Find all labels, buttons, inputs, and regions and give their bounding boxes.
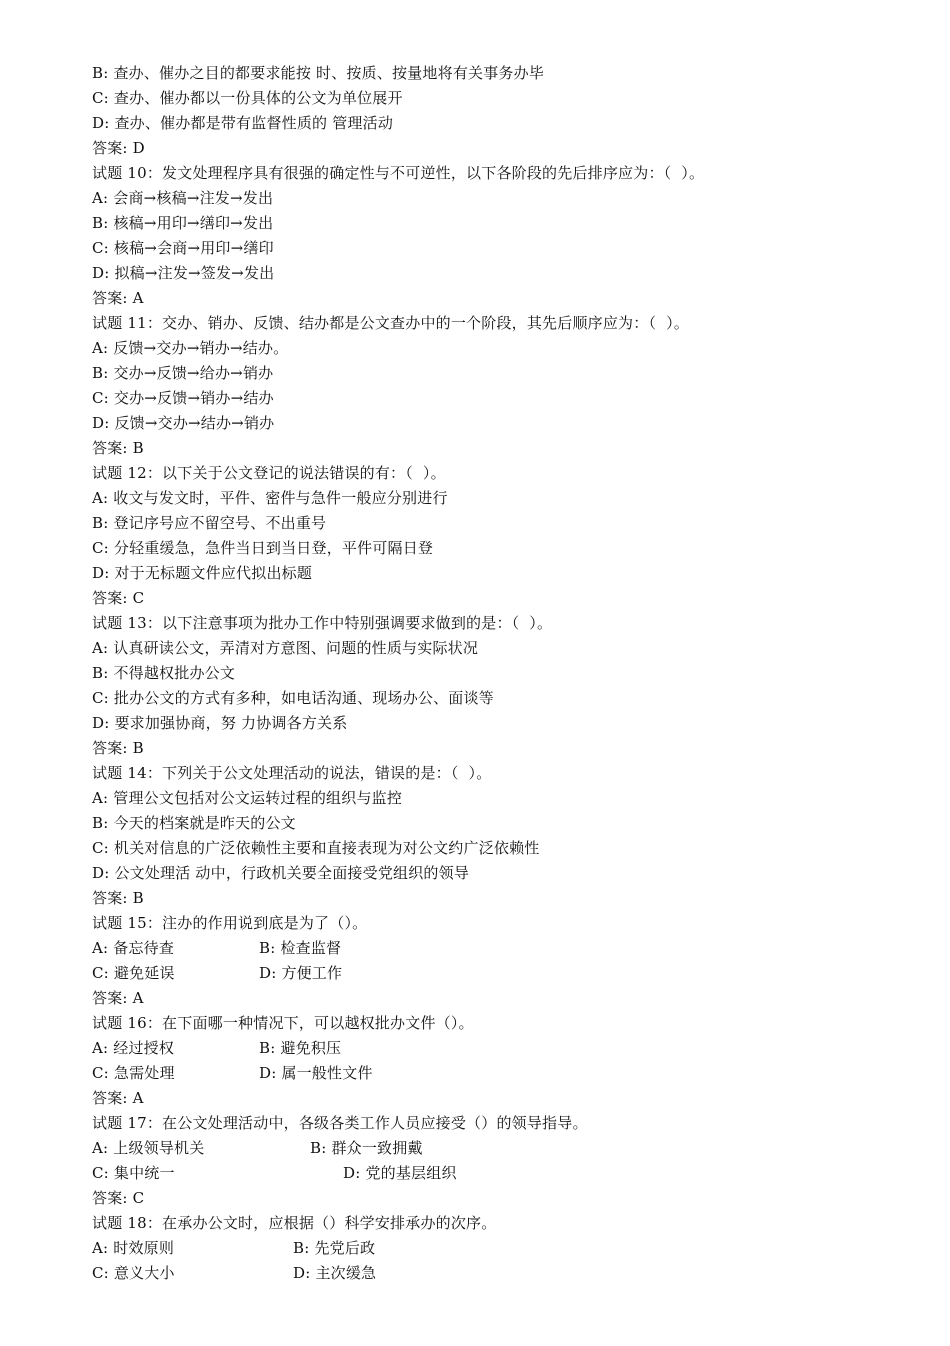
option-b: B: 检查监督 — [259, 939, 342, 957]
option-a: A: 上级领导机关 — [92, 1139, 205, 1157]
option-b: B: 群众一致拥戴 — [310, 1139, 423, 1157]
option-line: B: 交办→反馈→给办→销办 — [92, 364, 274, 382]
option-a: A: 经过授权 — [92, 1039, 175, 1057]
option-line: D: 反馈→交办→结办→销办 — [92, 414, 275, 432]
option-line: A: 收文与发文时，平件、密件与急件一般应分别进行 — [92, 489, 448, 507]
answer-line: 答案: A — [92, 289, 144, 307]
option-line: B: 不得越权批办公文 — [92, 664, 236, 682]
text-line: D: 查办、催办都是带有监督性质的 管理活动 — [92, 114, 394, 132]
answer-line: 答案: D — [92, 139, 145, 157]
option-line: A: 认真研读公文，弄清对方意图、问题的性质与实际状况 — [92, 639, 479, 657]
answer-line: 答案: C — [92, 1189, 145, 1207]
option-row — [92, 1061, 912, 1086]
option-row — [92, 936, 912, 961]
option-row — [92, 1161, 912, 1186]
question-title: 试题 15：注办的作用说到底是为了（）。 — [92, 914, 368, 932]
text-line: B: 查办、催办之目的都要求能按 时、按质、按量地将有关事务办毕 — [92, 64, 545, 82]
answer-line: 答案: B — [92, 439, 144, 457]
question-title: 试题 10：发文处理程序具有很强的确定性与不可逆性，以下各阶段的先后排序应为：（ ）。 — [92, 164, 705, 182]
option-b: D: 主次缓急 — [293, 1264, 377, 1282]
answer-line: 答案: B — [92, 739, 144, 757]
option-a: A: 备忘待查 — [92, 939, 175, 957]
option-b: D: 党的基层组织 — [343, 1164, 457, 1182]
option-row — [92, 961, 912, 986]
option-line: C: 分轻重缓急，急件当日到当日登，平件可隔日登 — [92, 539, 434, 557]
option-line: A: 管理公文包括对公文运转过程的组织与监控 — [92, 789, 403, 807]
answer-line: 答案: B — [92, 889, 144, 907]
answer-line: 答案: A — [92, 989, 144, 1007]
question-title: 试题 13：以下注意事项为批办工作中特别强调要求做到的是：（ ）。 — [92, 614, 553, 632]
option-a: C: 急需处理 — [92, 1064, 175, 1082]
option-a: A: 时效原则 — [92, 1239, 175, 1257]
option-line: A: 会商→核稿→注发→发出 — [92, 189, 274, 207]
option-line: C: 批办公文的方式有多种，如电话沟通、现场办公、面谈等 — [92, 689, 494, 707]
question-title: 试题 16：在下面哪一种情况下，可以越权批办文件（）。 — [92, 1014, 474, 1032]
option-line: B: 登记序号应不留空号、不出重号 — [92, 514, 327, 532]
question-title: 试题 17：在公文处理活动中，各级各类工作人员应接受（）的领导指导。 — [92, 1114, 588, 1132]
option-line: C: 核稿→会商→用印→缮印 — [92, 239, 274, 257]
document-page — [92, 61, 912, 1286]
question-title: 试题 18：在承办公文时，应根据（）科学安排承办的次序。 — [92, 1214, 497, 1232]
question-title: 试题 11：交办、销办、反馈、结办都是公文查办中的一个阶段，其先后顺序应为：（ ）。 — [92, 314, 689, 332]
option-row — [92, 1136, 912, 1161]
option-row — [92, 1261, 912, 1286]
option-row — [92, 1036, 912, 1061]
answer-line: 答案: A — [92, 1089, 144, 1107]
text-line: C: 查办、催办都以一份具体的公文为单位展开 — [92, 89, 403, 107]
option-line: D: 对于无标题文件应代拟出标题 — [92, 564, 313, 582]
option-line: D: 拟稿→注发→签发→发出 — [92, 264, 275, 282]
option-line: D: 公文处理活 动中，行政机关要全面接受党组织的领导 — [92, 864, 470, 882]
option-a: C: 意义大小 — [92, 1264, 175, 1282]
option-line: C: 交办→反馈→销办→结办 — [92, 389, 274, 407]
option-a: C: 集中统一 — [92, 1164, 175, 1182]
option-line: B: 今天的档案就是昨天的公文 — [92, 814, 296, 832]
option-line: C: 机关对信息的广泛依赖性主要和直接表现为对公文约广泛依赖性 — [92, 839, 540, 857]
option-b: D: 属一般性文件 — [259, 1064, 373, 1082]
text-block-main — [92, 61, 912, 936]
answer-line: 答案: C — [92, 589, 145, 607]
question-title: 试题 14：下列关于公文处理活动的说法，错误的是：（ ）。 — [92, 764, 492, 782]
option-row — [92, 1236, 912, 1261]
option-line: A: 反馈→交办→销办→结办。 — [92, 339, 289, 357]
option-b: D: 方便工作 — [259, 964, 343, 982]
option-a: C: 避免延误 — [92, 964, 175, 982]
option-b: B: 先党后政 — [293, 1239, 376, 1257]
question-title: 试题 12：以下关于公文登记的说法错误的有：（ ）。 — [92, 464, 446, 482]
option-line: D: 要求加强协商，努 力协调各方关系 — [92, 714, 348, 732]
option-b: B: 避免积压 — [259, 1039, 342, 1057]
option-line: B: 核稿→用印→缮印→发出 — [92, 214, 274, 232]
